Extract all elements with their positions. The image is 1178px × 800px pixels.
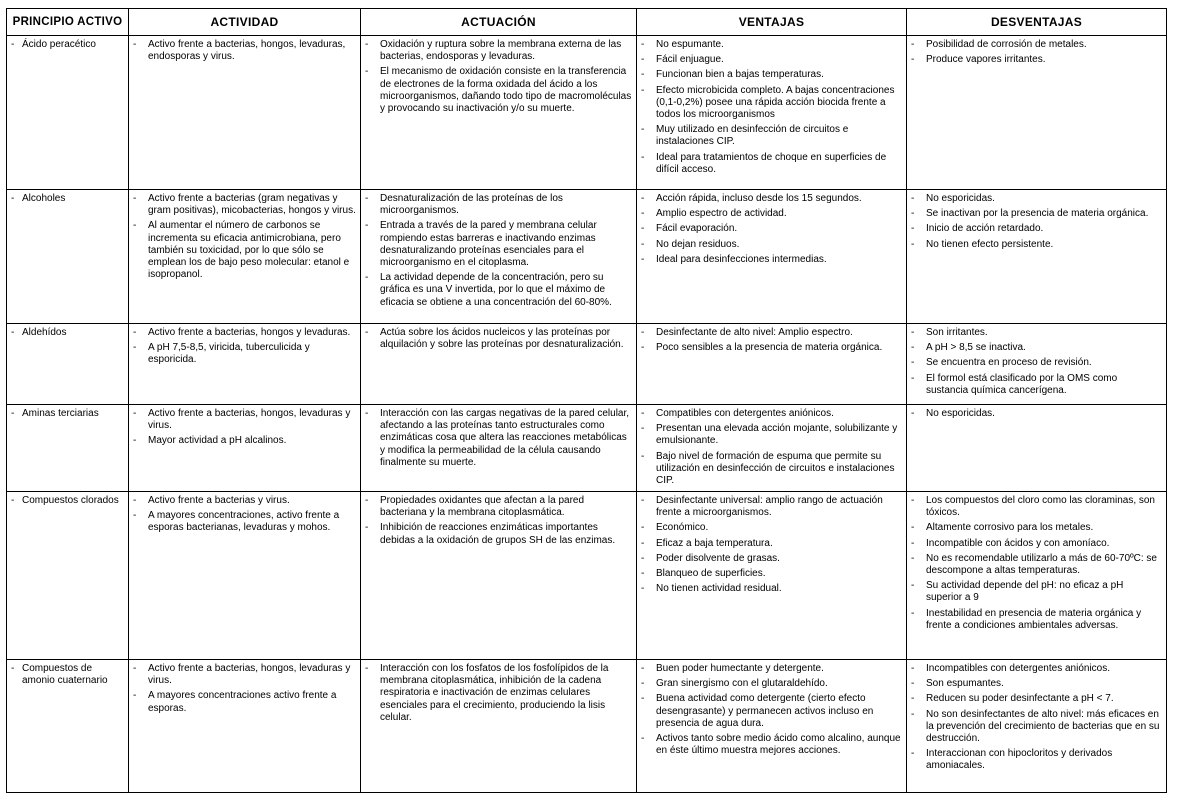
cell-actividad xyxy=(129,492,361,660)
list-item-text: No es recomendable utilizarlo a más de 60-70ºC: se descompone a altas temperaturas. xyxy=(926,552,1157,577)
list-item xyxy=(910,373,1162,397)
bullet-dash: - xyxy=(911,495,915,506)
list-item-text: No son desinfectantes de alto nivel: más eficaces en la prevención del crecimiento de bacterias que en su destrucción. xyxy=(926,708,1160,745)
cell-desventajas xyxy=(907,324,1167,405)
bullet-dash: - xyxy=(911,580,915,592)
list-item-text: Ideal para tratamientos de choque en superficies de difícil acceso. xyxy=(656,151,887,175)
table-row xyxy=(7,492,1167,660)
list-item-text: La actividad depende de la concentración, pero su gráfica es una V invertida, por lo que el máximo de eficacia se obtiene a una concentración del 60-80%. xyxy=(380,272,612,308)
actuacion-list xyxy=(364,408,632,469)
bullet-dash: - xyxy=(365,272,369,284)
bullet-dash: - xyxy=(133,495,137,506)
cell-ventajas xyxy=(637,492,907,660)
list-item-text: Propiedades oxidantes que afectan a la pared bacteriana y la membrana citoplasmática. xyxy=(380,495,585,519)
list-item-text: Interacción con las cargas negativas de la pared celular, afectando a las proteínas tanto estructurales como enzimáticas cosa que altera las reacciones metabólicas y modifica la permeabilidad de la célula causando finalmente su muerte. xyxy=(380,408,630,468)
list-item xyxy=(640,239,902,251)
list-item xyxy=(640,85,902,122)
principio-activo-text: Aminas terciarias xyxy=(22,408,99,419)
list-item-text: A mayores concentraciones, activo frente a esporas bacterianas, levaduras y mohos. xyxy=(148,510,340,534)
bullet-dash: - xyxy=(911,552,915,564)
list-item-text: Inestabilidad en presencia de materia orgánica y frente a condiciones ambientales adversas. xyxy=(926,607,1142,631)
actividad-list xyxy=(132,39,356,63)
list-item xyxy=(640,254,902,266)
principio-activo-text: Alcoholes xyxy=(22,193,66,204)
list-item xyxy=(132,342,356,366)
bullet-dash: - xyxy=(911,193,915,204)
list-item-text: Su actividad depende del pH: no eficaz a pH superior a 9 xyxy=(926,580,1124,604)
bullet-dash: - xyxy=(911,54,915,66)
list-item xyxy=(910,39,1162,51)
cell-principio-activo xyxy=(7,492,129,660)
list-item-text: Actúa sobre los ácidos nucleicos y las proteínas por alquilación y sobre las proteínas por desnaturalización. xyxy=(380,327,624,351)
bullet-dash: - xyxy=(133,435,137,447)
list-item-text: Se encuentra en proceso de revisión. xyxy=(926,357,1092,369)
list-item-text: Inhibición de reacciones enzimáticas importantes debidas a la oxidación de grupos SH de las enzimas. xyxy=(380,522,616,546)
list-item-text: No tienen actividad residual. xyxy=(656,583,782,595)
principio-activo-text: Compuestos de amonio cuaternario xyxy=(22,663,108,687)
cell-desventajas xyxy=(907,405,1167,492)
bullet-dash: - xyxy=(365,193,369,204)
bullet-dash: - xyxy=(133,510,137,522)
list-item xyxy=(640,733,902,757)
table-header xyxy=(7,9,1167,36)
bullet-dash: - xyxy=(641,327,645,338)
bullet-dash: - xyxy=(641,537,645,549)
list-item-text: Ideal para desinfecciones intermedias. xyxy=(656,253,827,265)
cell-actuacion xyxy=(361,190,637,324)
bullet-dash: - xyxy=(911,408,915,419)
list-item xyxy=(910,538,1162,550)
list-item xyxy=(910,663,1162,675)
actividad-list xyxy=(132,327,356,367)
bullet-dash: - xyxy=(133,327,137,338)
bullet-dash: - xyxy=(11,327,15,338)
list-item xyxy=(364,522,632,546)
list-item-text: Activo frente a bacterias y virus. xyxy=(148,495,290,506)
cell-actuacion xyxy=(361,405,637,492)
cell-actuacion xyxy=(361,492,637,660)
header-actuacion: ACTUACIÓN xyxy=(361,9,637,36)
list-item-text: Acción rápida, incluso desde los 15 segundos. xyxy=(656,193,862,204)
list-item xyxy=(910,608,1162,632)
ventajas-list xyxy=(640,327,902,354)
bullet-dash: - xyxy=(11,663,15,674)
list-item-text: Desinfectante de alto nivel: Amplio espectro. xyxy=(656,327,853,338)
list-item-text: Produce vapores irritantes. xyxy=(926,54,1046,66)
list-item-text: Amplio espectro de actividad. xyxy=(656,208,787,220)
list-item-text: Activo frente a bacterias (gram negativas y gram positivas), micobacterias, hongos y virus. xyxy=(148,193,356,217)
list-item xyxy=(364,39,632,63)
list-item xyxy=(132,495,356,507)
bullet-dash: - xyxy=(365,495,369,506)
list-item xyxy=(132,39,356,63)
list-item-text: Blanqueo de superficies. xyxy=(656,568,766,580)
bullet-dash: - xyxy=(641,568,645,580)
actuacion-list xyxy=(364,193,632,309)
list-item-text: El mecanismo de oxidación consiste en la transferencia de electrones de la forma oxidada del ácido a los microorganismos, dañando todo tipo de macromoléculas y provocando su inactivación y/o su muerte. xyxy=(380,66,632,115)
principio-activo-text: Aldehídos xyxy=(22,327,67,338)
bullet-dash: - xyxy=(365,66,369,78)
list-item-text: Funcionan bien a bajas temperaturas. xyxy=(656,69,824,81)
principio-activo-name xyxy=(10,327,124,339)
actuacion-list xyxy=(364,327,632,351)
actuacion-list xyxy=(364,39,632,115)
list-item xyxy=(910,748,1162,772)
list-item-text: Entrada a través de la pared y membrana celular rompiendo estas barreras e inactivando enzimas desnaturalizando proteínas esenciales para el microorganismo en el citoplasma. xyxy=(380,220,597,269)
list-item-text: Al aumentar el número de carbonos se incrementa su eficacia antimicrobiana, pero también su toxicidad, por lo que sólo se emplean los de bajo peso molecular: etanol e isopropanol. xyxy=(148,220,350,281)
principio-activo-name xyxy=(10,193,124,205)
bullet-dash: - xyxy=(641,54,645,66)
table-row xyxy=(7,660,1167,793)
list-item-text: Gran sinergismo con el glutaraldehído. xyxy=(656,678,828,690)
list-item-text: Presentan una elevada acción mojante, solubilizante y emulsionante. xyxy=(656,423,898,447)
bullet-dash: - xyxy=(911,372,915,384)
list-item-text: Se inactivan por la presencia de materia orgánica. xyxy=(926,208,1149,220)
header-row xyxy=(7,9,1167,36)
list-item xyxy=(640,327,902,339)
list-item-text: No esporicidas. xyxy=(926,193,995,204)
list-item xyxy=(910,223,1162,235)
ventajas-list xyxy=(640,408,902,487)
bullet-dash: - xyxy=(641,151,645,163)
list-item-text: Poco sensibles a la presencia de materia orgánica. xyxy=(656,342,883,354)
list-item xyxy=(910,522,1162,534)
cell-principio-activo xyxy=(7,405,129,492)
list-item-text: Buena actividad como detergente (cierto efecto desengrasante) y permanecen activos incluso en presencia de agua dura. xyxy=(656,693,874,729)
bullet-dash: - xyxy=(911,342,915,354)
cell-desventajas xyxy=(907,190,1167,324)
bullet-dash: - xyxy=(911,748,915,760)
bullet-dash: - xyxy=(133,220,137,232)
list-item-text: Fácil enjuague. xyxy=(656,54,724,66)
list-item-text: Muy utilizado en desinfección de circuitos e instalaciones CIP. xyxy=(656,124,849,148)
list-item-text: Los compuestos del cloro como las cloraminas, son tóxicos. xyxy=(926,495,1155,519)
list-item xyxy=(910,208,1162,220)
list-item-text: Posibilidad de corrosión de metales. xyxy=(926,39,1087,50)
table-row xyxy=(7,190,1167,324)
bullet-dash: - xyxy=(133,342,137,354)
actividad-list xyxy=(132,193,356,281)
table-row xyxy=(7,324,1167,405)
cell-ventajas xyxy=(637,324,907,405)
list-item-text: Desnaturalización de las proteínas de los microorganismos. xyxy=(380,193,563,217)
cell-actuacion xyxy=(361,660,637,793)
list-item xyxy=(640,522,902,534)
list-item xyxy=(640,152,902,176)
bullet-dash: - xyxy=(365,408,369,419)
bullet-dash: - xyxy=(911,357,915,369)
cell-actuacion xyxy=(361,324,637,405)
list-item xyxy=(910,342,1162,354)
bullet-dash: - xyxy=(11,193,15,204)
cell-principio-activo xyxy=(7,36,129,190)
bullet-dash: - xyxy=(911,678,915,690)
bullet-dash: - xyxy=(133,408,137,419)
bullet-dash: - xyxy=(911,522,915,534)
list-item xyxy=(640,124,902,148)
list-item xyxy=(132,408,356,432)
bullet-dash: - xyxy=(641,69,645,81)
bullet-dash: - xyxy=(641,253,645,265)
list-item xyxy=(640,223,902,235)
list-item-text: No espumante. xyxy=(656,39,724,50)
list-item-text: Compatibles con detergentes aniónicos. xyxy=(656,408,834,419)
bullet-dash: - xyxy=(641,193,645,204)
list-item xyxy=(132,510,356,534)
bullet-dash: - xyxy=(365,522,369,534)
list-item xyxy=(910,678,1162,690)
ventajas-list xyxy=(640,495,902,595)
header-desventajas: DESVENTAJAS xyxy=(907,9,1167,36)
list-item xyxy=(640,693,902,730)
list-item-text: Activos tanto sobre medio ácido como alcalino, aunque en éste último muestra mejores acciones. xyxy=(656,733,901,757)
bullet-dash: - xyxy=(133,39,137,50)
bullet-dash: - xyxy=(641,522,645,534)
bullet-dash: - xyxy=(911,537,915,549)
actividad-list xyxy=(132,663,356,715)
list-item xyxy=(910,327,1162,339)
list-item xyxy=(364,220,632,269)
list-item xyxy=(640,193,902,205)
principio-activo-text: Ácido peracético xyxy=(22,39,96,50)
list-item xyxy=(132,435,356,447)
list-item xyxy=(910,709,1162,746)
list-item-text: Fácil evaporación. xyxy=(656,223,738,235)
list-item-text: Activo frente a bacterias, hongos, levaduras y virus. xyxy=(148,408,351,432)
list-item-text: No dejan residuos. xyxy=(656,238,740,250)
list-item-text: A pH > 8,5 se inactiva. xyxy=(926,342,1026,354)
bullet-dash: - xyxy=(641,583,645,595)
list-item xyxy=(640,39,902,51)
bullet-dash: - xyxy=(365,327,369,338)
list-item-text: Altamente corrosivo para los metales. xyxy=(926,522,1094,534)
bullet-dash: - xyxy=(133,193,137,204)
bullet-dash: - xyxy=(911,208,915,220)
desventajas-list xyxy=(910,193,1162,251)
bullet-dash: - xyxy=(641,495,645,506)
ventajas-list xyxy=(640,39,902,176)
list-item-text: Oxidación y ruptura sobre la membrana externa de las bacterias, endosporas y levaduras. xyxy=(380,39,622,63)
list-item-text: Activo frente a bacterias, hongos y levaduras. xyxy=(148,327,351,338)
cell-actividad xyxy=(129,660,361,793)
desventajas-list xyxy=(910,663,1162,773)
list-item-text: Desinfectante universal: amplio rango de actuación frente a microorganismos. xyxy=(656,495,883,519)
desventajas-list xyxy=(910,39,1162,66)
bullet-dash: - xyxy=(911,327,915,338)
cell-principio-activo xyxy=(7,190,129,324)
header-ventajas: VENTAJAS xyxy=(637,9,907,36)
list-item xyxy=(910,553,1162,577)
bullet-dash: - xyxy=(641,223,645,235)
list-item xyxy=(910,357,1162,369)
bullet-dash: - xyxy=(641,408,645,419)
list-item xyxy=(640,69,902,81)
list-item xyxy=(640,451,902,488)
cell-principio-activo xyxy=(7,660,129,793)
cell-desventajas xyxy=(907,660,1167,793)
principio-activo-name xyxy=(10,663,124,687)
list-item-text: Poder disolvente de grasas. xyxy=(656,552,780,564)
list-item xyxy=(364,272,632,309)
list-item-text: Incompatibles con detergentes aniónicos. xyxy=(926,663,1111,674)
desventajas-list xyxy=(910,408,1162,420)
list-item xyxy=(910,693,1162,705)
bullet-dash: - xyxy=(641,39,645,50)
list-item xyxy=(640,495,902,519)
bullet-dash: - xyxy=(641,678,645,690)
table-body xyxy=(7,36,1167,793)
list-item xyxy=(132,193,356,217)
list-item-text: Económico. xyxy=(656,522,709,534)
list-item xyxy=(640,342,902,354)
bullet-dash: - xyxy=(641,693,645,705)
principio-activo-name xyxy=(10,39,124,51)
bullet-dash: - xyxy=(641,552,645,564)
cell-ventajas xyxy=(637,190,907,324)
bullet-dash: - xyxy=(641,733,645,745)
cell-ventajas xyxy=(637,660,907,793)
bullet-dash: - xyxy=(641,124,645,136)
list-item xyxy=(364,663,632,724)
list-item-text: Interacción con los fosfatos de los fosfolípidos de la membrana citoplasmática, inhibición de la cadena respiratoria e inactivación de enzimas celulares esenciales para el crecimiento, produciendo la lisis celular. xyxy=(380,663,609,723)
cell-desventajas xyxy=(907,36,1167,190)
bullet-dash: - xyxy=(641,238,645,250)
cell-actividad xyxy=(129,405,361,492)
actuacion-list xyxy=(364,663,632,724)
ventajas-list xyxy=(640,193,902,266)
list-item-text: Bajo nivel de formación de espuma que permite su utilización en desinfección de circuitos e instalaciones CIP. xyxy=(656,450,895,487)
list-item xyxy=(640,423,902,447)
bullet-dash: - xyxy=(365,39,369,50)
list-item xyxy=(364,327,632,351)
list-item xyxy=(132,220,356,281)
desventajas-list xyxy=(910,327,1162,397)
list-item xyxy=(640,568,902,580)
actuacion-list xyxy=(364,495,632,547)
ventajas-list xyxy=(640,663,902,757)
list-item-text: Inicio de acción retardado. xyxy=(926,223,1044,235)
list-item xyxy=(910,580,1162,604)
bullet-dash: - xyxy=(911,607,915,619)
list-item xyxy=(910,495,1162,519)
list-item xyxy=(910,54,1162,66)
list-item xyxy=(640,678,902,690)
list-item-text: Mayor actividad a pH alcalinos. xyxy=(148,435,287,447)
bullet-dash: - xyxy=(641,663,645,674)
bullet-dash: - xyxy=(911,39,915,50)
list-item xyxy=(910,239,1162,251)
principio-activo-name xyxy=(10,408,124,420)
list-item xyxy=(910,193,1162,205)
list-item xyxy=(640,408,902,420)
list-item-text: No esporicidas. xyxy=(926,408,995,419)
list-item-text: A pH 7,5-8,5, viricida, tuberculicida y esporicida. xyxy=(148,342,310,366)
bullet-dash: - xyxy=(11,39,15,50)
principio-activo-name xyxy=(10,495,124,507)
list-item-text: Eficaz a baja temperatura. xyxy=(656,537,773,549)
list-item-text: Activo frente a bacterias, hongos, levaduras y virus. xyxy=(148,663,351,687)
list-item-text: Reducen su poder desinfectante a pH < 7. xyxy=(926,693,1114,705)
bullet-dash: - xyxy=(911,693,915,705)
desventajas-list xyxy=(910,495,1162,632)
list-item-text: Incompatible con ácidos y con amoníaco. xyxy=(926,537,1110,549)
list-item xyxy=(640,54,902,66)
list-item xyxy=(640,583,902,595)
list-item xyxy=(132,327,356,339)
list-item xyxy=(364,66,632,115)
list-item xyxy=(132,663,356,687)
bullet-dash: - xyxy=(365,663,369,674)
table-row xyxy=(7,36,1167,190)
cell-principio-activo xyxy=(7,324,129,405)
list-item-text: Efecto microbicida completo. A bajas concentraciones (0,1-0,2%) posee una rápida acción biocida frente a todos los microorganismos xyxy=(656,84,895,121)
cell-actividad xyxy=(129,324,361,405)
bullet-dash: - xyxy=(911,663,915,674)
list-item xyxy=(640,553,902,565)
bullet-dash: - xyxy=(911,708,915,720)
bullet-dash: - xyxy=(133,663,137,674)
actividad-list xyxy=(132,408,356,448)
list-item-text: El formol está clasificado por la OMS como sustancia química cancerígena. xyxy=(926,372,1118,396)
list-item-text: Son irritantes. xyxy=(926,327,988,338)
bullet-dash: - xyxy=(11,495,15,506)
bullet-dash: - xyxy=(11,408,15,419)
bullet-dash: - xyxy=(365,220,369,232)
list-item xyxy=(364,408,632,469)
bullet-dash: - xyxy=(641,84,645,96)
list-item xyxy=(640,663,902,675)
principio-activo-text: Compuestos clorados xyxy=(22,495,119,506)
cell-ventajas xyxy=(637,36,907,190)
list-item-text: Activo frente a bacterias, hongos, levaduras, endosporas y virus. xyxy=(148,39,346,63)
list-item xyxy=(132,690,356,714)
cell-actividad xyxy=(129,190,361,324)
table-row xyxy=(7,405,1167,492)
bullet-dash: - xyxy=(641,423,645,435)
cell-desventajas xyxy=(907,492,1167,660)
list-item-text: Interaccionan con hipocloritos y derivados amoniacales. xyxy=(926,748,1113,772)
list-item-text: No tienen efecto persistente. xyxy=(926,238,1054,250)
list-item-text: Buen poder humectante y detergente. xyxy=(656,663,824,674)
disinfectants-table xyxy=(6,8,1167,793)
actividad-list xyxy=(132,495,356,535)
cell-ventajas xyxy=(637,405,907,492)
header-actividad: ACTIVIDAD xyxy=(129,9,361,36)
list-item xyxy=(640,208,902,220)
bullet-dash: - xyxy=(911,223,915,235)
list-item-text: Son espumantes. xyxy=(926,678,1004,690)
bullet-dash: - xyxy=(641,450,645,462)
cell-actividad xyxy=(129,36,361,190)
header-principio-activo: PRINCIPIO ACTIVO xyxy=(7,9,129,36)
list-item xyxy=(910,408,1162,420)
cell-actuacion xyxy=(361,36,637,190)
list-item xyxy=(640,538,902,550)
bullet-dash: - xyxy=(641,342,645,354)
bullet-dash: - xyxy=(133,690,137,702)
bullet-dash: - xyxy=(641,208,645,220)
bullet-dash: - xyxy=(911,238,915,250)
list-item xyxy=(364,193,632,217)
list-item-text: A mayores concentraciones activo frente a esporas. xyxy=(148,690,337,714)
list-item xyxy=(364,495,632,519)
